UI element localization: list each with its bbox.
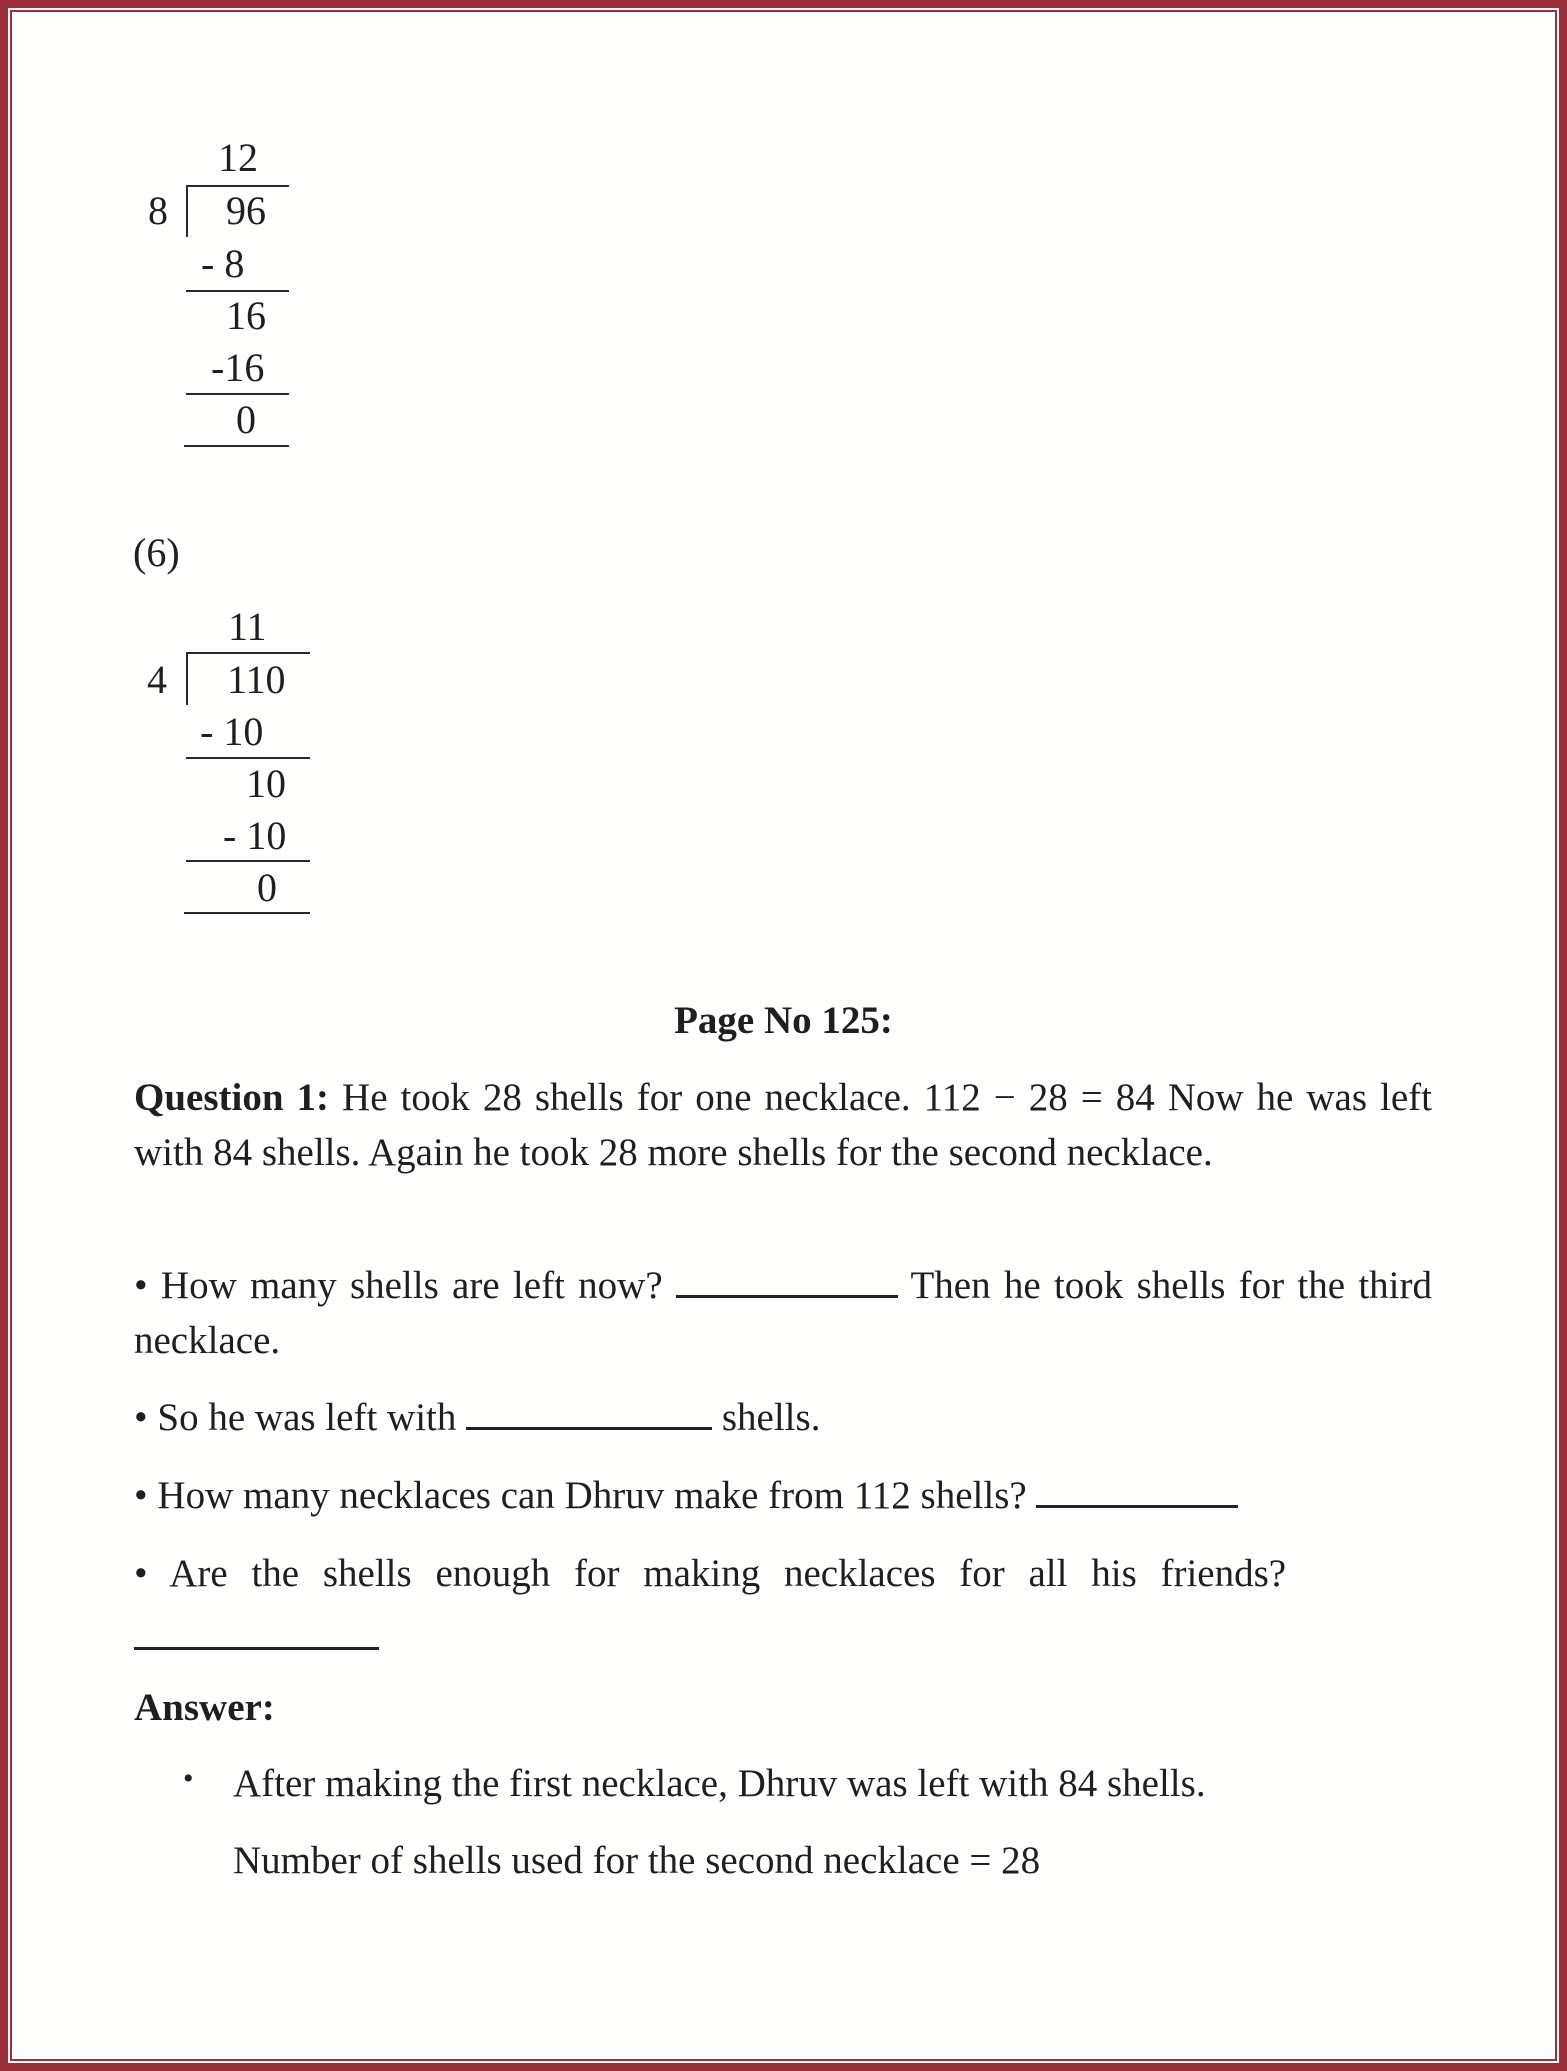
division-1-step-1: - 8 xyxy=(201,241,245,286)
question-bullet-2 xyxy=(134,1390,1432,1445)
division-1-rule-3 xyxy=(184,445,289,447)
answer-line-2: Number of shells used for the second necklace = 28 xyxy=(233,1839,1041,1882)
division-1-quotient: 12 xyxy=(218,135,258,180)
bullet-2-text-after: shells. xyxy=(712,1396,821,1439)
answer-bullet-icon: • xyxy=(183,1762,194,1795)
question-label: Question 1: xyxy=(134,1076,330,1119)
division-1-step-2: 16 xyxy=(226,293,266,338)
answer-blank-1[interactable] xyxy=(676,1261,898,1298)
answer-blank-2[interactable] xyxy=(466,1393,712,1430)
division-2-quotient: 11 xyxy=(228,604,267,649)
question-bullet-4 xyxy=(134,1546,1432,1601)
division-2-step-2: 10 xyxy=(246,761,286,806)
division-1-dividend: 96 xyxy=(226,188,266,233)
division-1-top-rule xyxy=(186,185,289,187)
division-2-rule-2 xyxy=(186,860,310,862)
answer-blank-4[interactable] xyxy=(134,1647,379,1650)
division-1-rule-1 xyxy=(186,290,289,292)
division-2-bracket xyxy=(186,652,188,705)
bullet-3-text-before: • How many necklaces can Dhruv make from 112 shells? xyxy=(134,1474,1037,1517)
bullet-1-text-after: Then he took shells for the third necklace. xyxy=(134,1264,1433,1362)
bullet-1-text-before: • How many shells are left now? xyxy=(134,1264,676,1307)
question-paragraph xyxy=(134,1070,1432,1180)
answer-line-1: After making the first necklace, Dhruv was left with 84 shells. xyxy=(233,1762,1206,1805)
division-1-step-3: -16 xyxy=(211,345,265,390)
division-2-remainder: 0 xyxy=(257,865,277,910)
division-2-step-1: - 10 xyxy=(200,709,264,754)
division-1-divisor: 8 xyxy=(148,188,168,233)
division-2-rule-3 xyxy=(184,912,310,914)
answer-label: Answer: xyxy=(134,1686,275,1729)
division-2-top-rule xyxy=(186,652,310,654)
division-2-divisor: 4 xyxy=(147,657,167,702)
page-heading: Page No 125: xyxy=(674,999,893,1042)
division-1-rule-2 xyxy=(186,393,289,395)
division-2-dividend: 110 xyxy=(227,657,286,702)
division-1-remainder: 0 xyxy=(236,397,256,442)
item-label-6: (6) xyxy=(133,530,180,575)
question-bullet-3 xyxy=(134,1468,1432,1523)
division-2-rule-1 xyxy=(186,757,310,759)
question-text: He took 28 shells for one necklace. 112 − 28 = 84 Now he was left with 84 shells. Again he took 28 more shells for the second necklace. xyxy=(134,1076,1433,1174)
question-bullet-1 xyxy=(134,1258,1432,1368)
bullet-4-text: • Are the shells enough for making necklaces for all his friends? xyxy=(134,1552,1287,1595)
answer-blank-3[interactable] xyxy=(1036,1471,1238,1508)
division-1-bracket xyxy=(186,185,188,237)
division-2-step-3: - 10 xyxy=(223,813,287,858)
bullet-2-text-before: • So he was left with xyxy=(134,1396,467,1439)
